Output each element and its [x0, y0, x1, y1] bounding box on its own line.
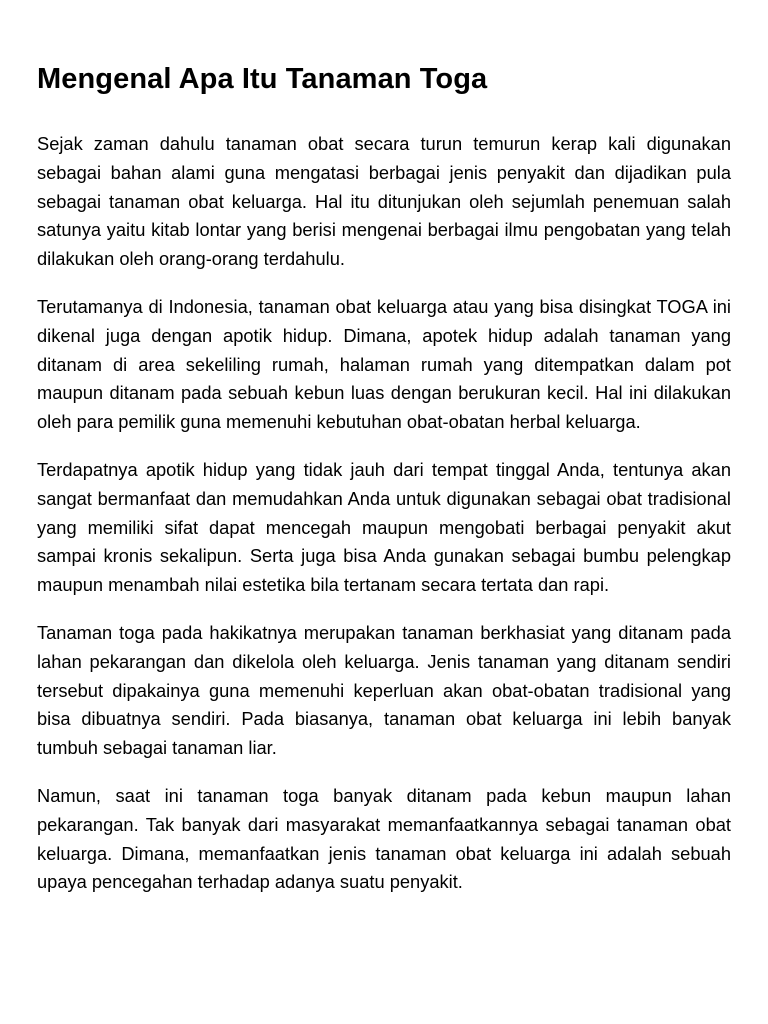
article — [37, 50, 731, 916]
article-paragraph-5: Namun, saat ini tanaman toga banyak ditanam pada kebun maupun lahan pekarangan. Tak banyak dari masyarakat memanfaatkannya sebagai tanaman obat keluarga. Dimana, memanfaatkan jenis tanaman obat keluarga ini adalah sebuah upaya pencegahan terhadap adanya suatu penyakit. — [37, 784, 731, 893]
article-paragraph-1: Sejak zaman dahulu tanaman obat secara turun temurun kerap kali digunakan sebagai bahan alami guna mengatasi berbagai jenis penyakit dan dijadikan pula sebagai tanaman obat keluarga. Hal itu ditunjukan oleh sejumlah penemuan salah satunya yaitu kitab lontar yang berisi mengenai berbagai ilmu pengobatan yang telah dilakukan oleh orang-orang terdahulu. — [37, 133, 731, 270]
article-paragraph-2: Terutamanya di Indonesia, tanaman obat keluarga atau yang bisa disingkat TOGA ini dikenal juga dengan apotik hidup. Dimana, apotek hidup adalah tanaman yang ditanam di area sekeliling rumah, halaman rumah yang ditempatkan dalam pot maupun ditanam pada sebuah kebun luas dengan berukuran kecil. Hal ini dilakukan oleh para pemilik guna memenuhi kebutuhan obat-obatan herbal keluarga. — [37, 295, 731, 433]
article-paragraph-3: Terdapatnya apotik hidup yang tidak jauh dari tempat tinggal Anda, tentunya akan sangat bermanfaat dan memudahkan Anda untuk digunakan sebagai obat tradisional yang memiliki sifat dapat mencegah maupun mengobati berbagai penyakit akut sampai kronis sekalipun. Serta juga bisa Anda gunakan sebagai bumbu pelengkap maupun menambah nilai estetika bila tertanam secara tertata dan rapi. — [37, 458, 731, 596]
article-title: Mengenal Apa Itu Tanaman Toga — [37, 63, 488, 95]
article-paragraph-4: Tanaman toga pada hakikatnya merupakan tanaman berkhasiat yang ditanam pada lahan pekarangan dan dikelola oleh keluarga. Jenis tanaman yang ditanam sendiri tersebut dipakainya guna memenuhi keperluan akan obat-obatan tradisional yang bisa dibuatnya sendiri. Pada biasanya, tanaman obat keluarga ini lebih banyak tumbuh sebagai tanaman liar. — [37, 621, 731, 759]
